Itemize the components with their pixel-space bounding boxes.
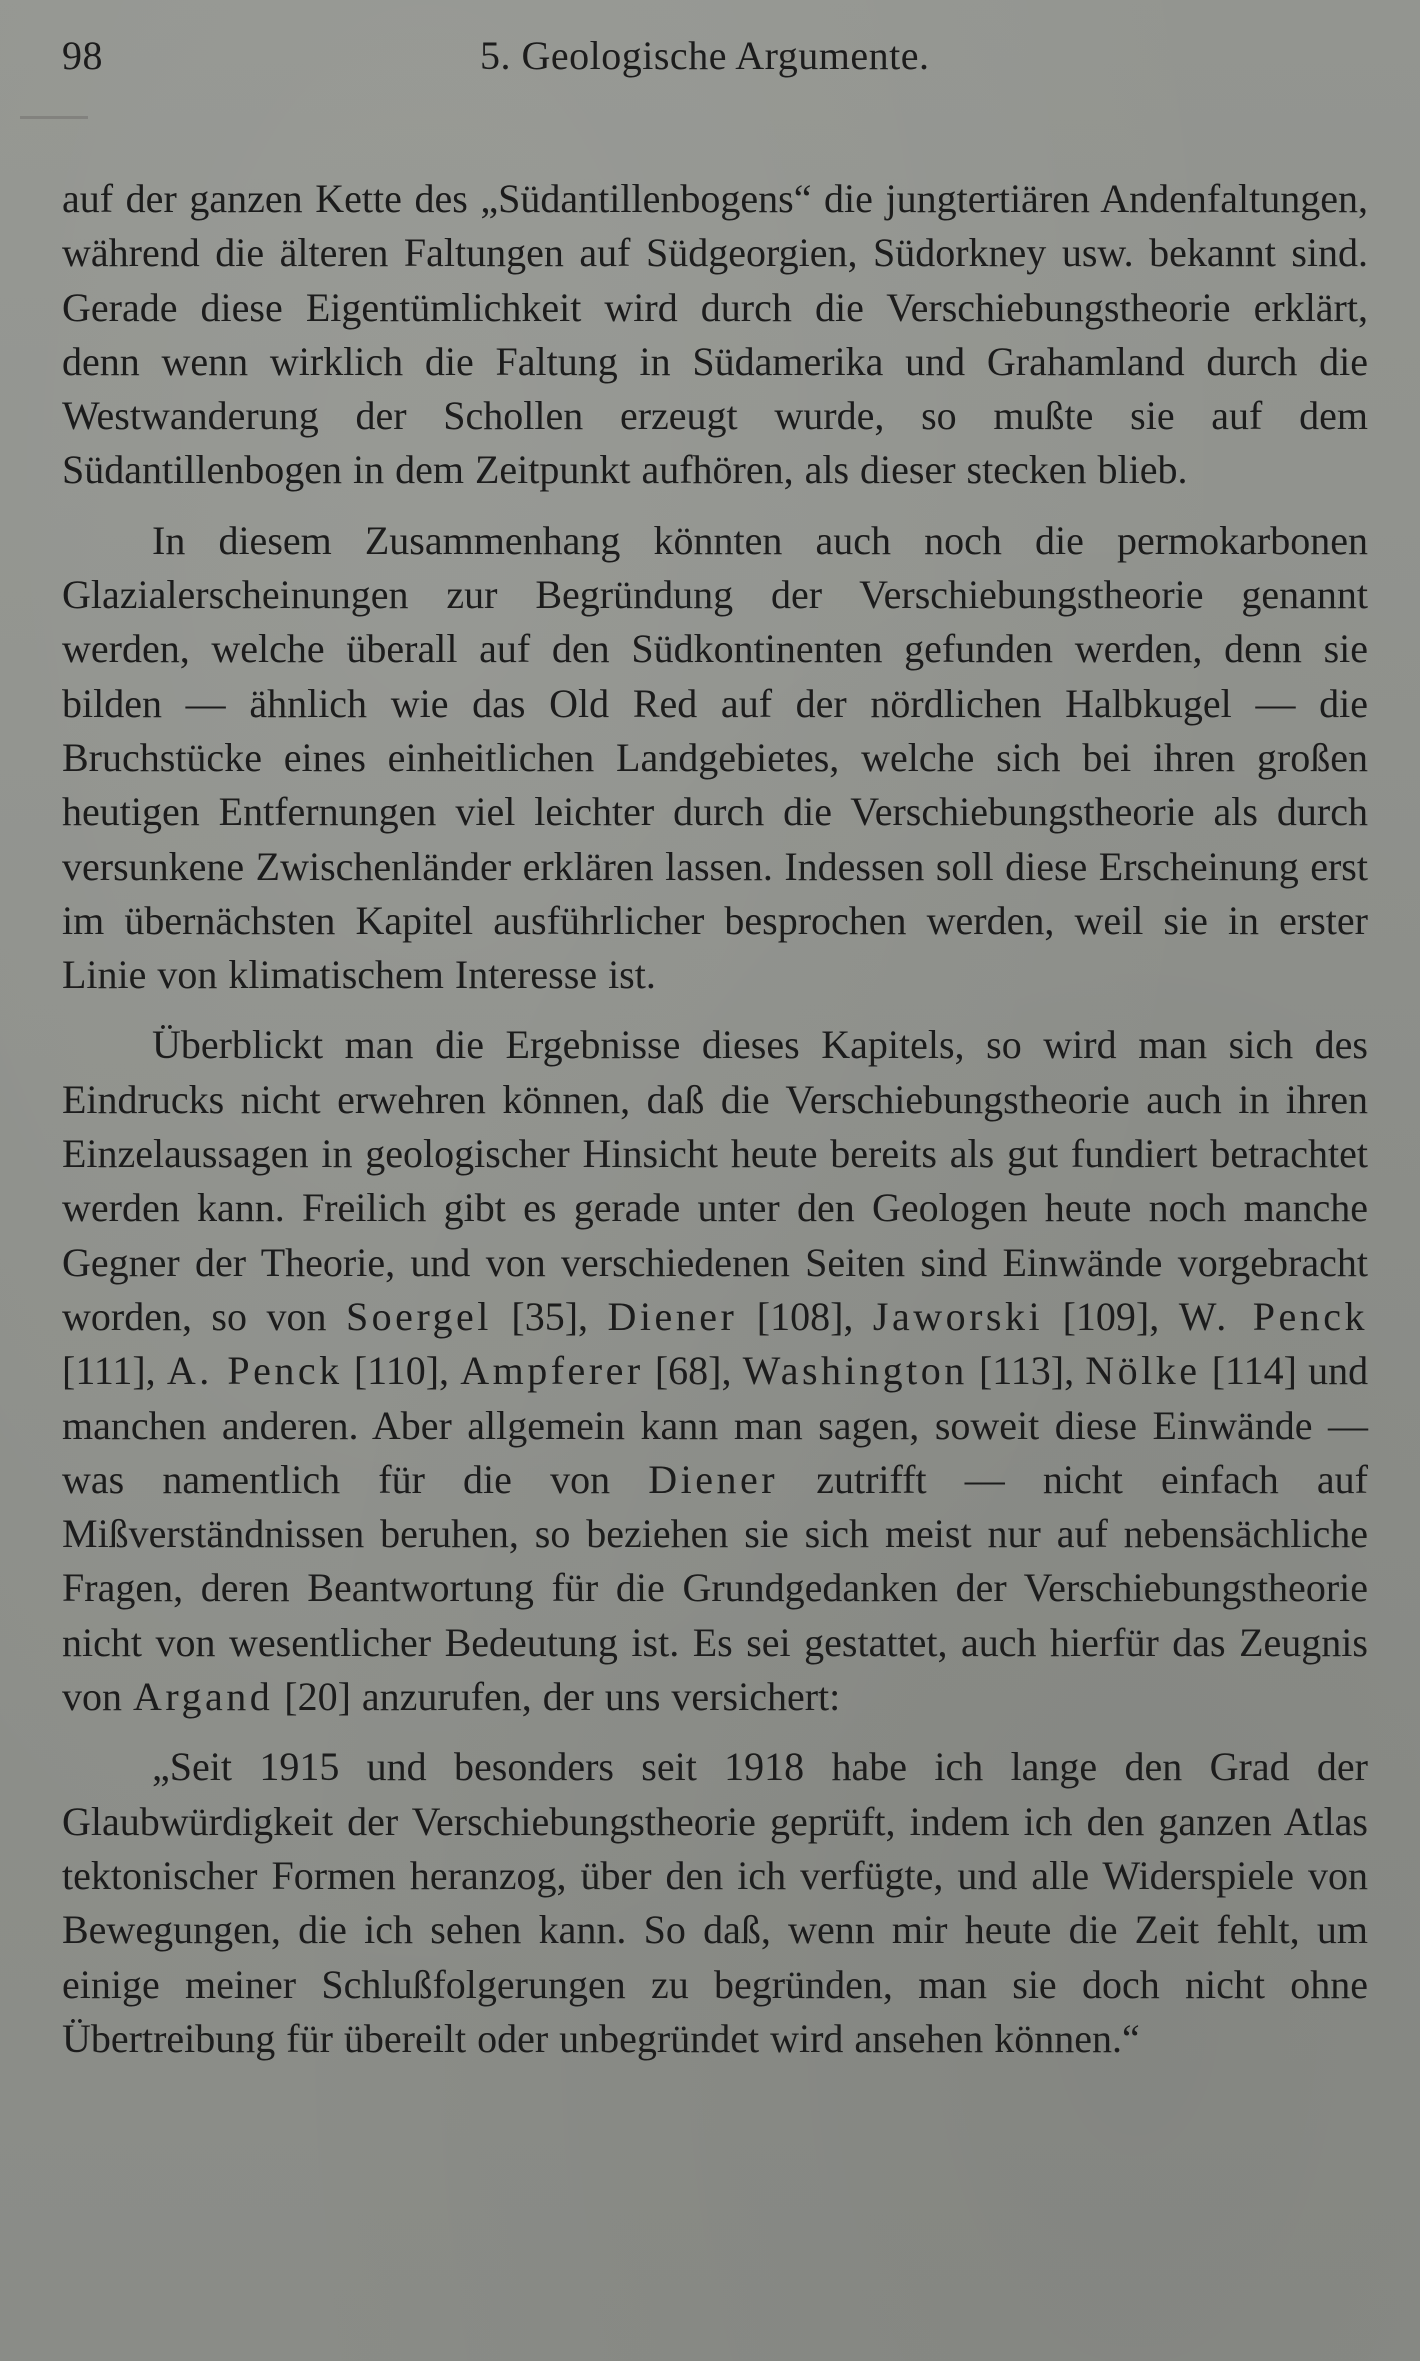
author-name: A. Penck xyxy=(166,1348,343,1394)
text-run: [35], xyxy=(491,1293,608,1339)
author-name: Nölke xyxy=(1085,1348,1201,1394)
author-name: Jaworski xyxy=(872,1293,1044,1339)
author-name: Diener xyxy=(648,1456,779,1502)
section-title: 5. Geologische Argumente. xyxy=(480,33,930,78)
text-run: [110], xyxy=(342,1348,461,1394)
page-number: 98 xyxy=(62,33,103,78)
author-name: Argand xyxy=(133,1674,274,1720)
running-head xyxy=(62,32,1368,96)
rule-mark xyxy=(20,116,88,119)
text-run: Überblickt man die Ergebnisse dieses Kapitels, so wird man sich des Eindrucks nicht erwehren können, daß die Verschiebungstheorie auch in ihren Einzelaussagen in geologischer Hinsicht heute bereits als gut fundiert betrachtet werden kann. Freilich gibt es gerade unter den Geologen heute noch manche Gegner der Theorie, und von verschiedenen Seiten sind Einwände vorgebracht worden, so von xyxy=(62,1022,1368,1339)
author-name: W. Penck xyxy=(1178,1293,1368,1339)
author-name: Ampferer xyxy=(460,1348,644,1394)
text-run: [114] und manchen anderen. Aber allgemein kann man sagen, soweit diese Einwände — was namentlich für die von xyxy=(62,1348,1369,1502)
paragraph-2: In diesem Zusammenhang könnten auch noch die permokarbonen Glazialerscheinungen zur Begründung der Verschiebungstheorie genannt werden, welche überall auf den Südkontinenten gefunden werden, denn sie bilden — ähnlich wie das Old Red auf der nördlichen Halbkugel — die Bruchstücke eines einheitlichen Landgebietes, welche sich bei ihren großen heutigen Entfernungen viel leichter durch die Verschiebungstheorie als durch versunkene Zwischenländer erklären lassen. Indessen soll diese Erscheinung erst im übernächsten Kapitel ausführlicher besprochen werden, weil sie in erster Linie von klimatischem Interesse ist. xyxy=(62,517,1368,998)
text-run: [68], xyxy=(643,1348,743,1394)
text-run: zutrifft — nicht einfach auf Mißverständnissen beruhen, so beziehen sie sich meist nur auf nebensächliche Fragen, deren Beantwortung für die Grundgedanken der Verschiebungstheorie nicht von wesentlicher Bedeutung ist. Es sei gestattet, auch hierfür das Zeugnis von xyxy=(62,1456,1368,1720)
text-run: [20] anzurufen, der uns versichert: xyxy=(273,1674,841,1720)
author-name: Diener xyxy=(607,1293,738,1339)
text-run: [113], xyxy=(967,1348,1086,1394)
text-run: [111], xyxy=(62,1348,167,1394)
paragraph-1: auf der ganzen Kette des „Südantillenbogens“ die jungtertiären Andenfaltungen, während die älteren Faltungen auf Südgeorgien, Südorkney usw. bekannt sind. Gerade diese Eigentümlichkeit wird durch die Verschiebungstheorie erklärt, denn wenn wirklich die Faltung in Südamerika und Grahamland durch die Westwanderung der Schollen erzeugt wurde, so mußte sie auf dem Südantillenbogen in dem Zeitpunkt aufhören, als dieser stecken blieb. xyxy=(62,176,1368,493)
text-run: [108], xyxy=(737,1293,873,1339)
author-name: Soergel xyxy=(345,1293,492,1339)
body-text xyxy=(62,172,1368,2066)
quotation-paragraph: „Seit 1915 und besonders seit 1918 habe ich lange den Grad der Glaubwürdigkeit der Verschiebungstheorie geprüft, indem ich den ganzen Atlas tektonischer Formen heranzog, über den ich verfügte, und alle Widerspiele von Bewegungen, die ich sehen kann. So daß, wenn mir heute die Zeit fehlt, um einige meiner Schlußfolgerungen zu begründen, man sie doch nicht ohne Übertreibung für übereilt oder unbegründet wird ansehen können.“ xyxy=(62,1744,1368,2061)
paragraph-3 xyxy=(62,1018,1368,1724)
author-name: Washington xyxy=(742,1348,968,1394)
text-run: [109], xyxy=(1043,1293,1179,1339)
